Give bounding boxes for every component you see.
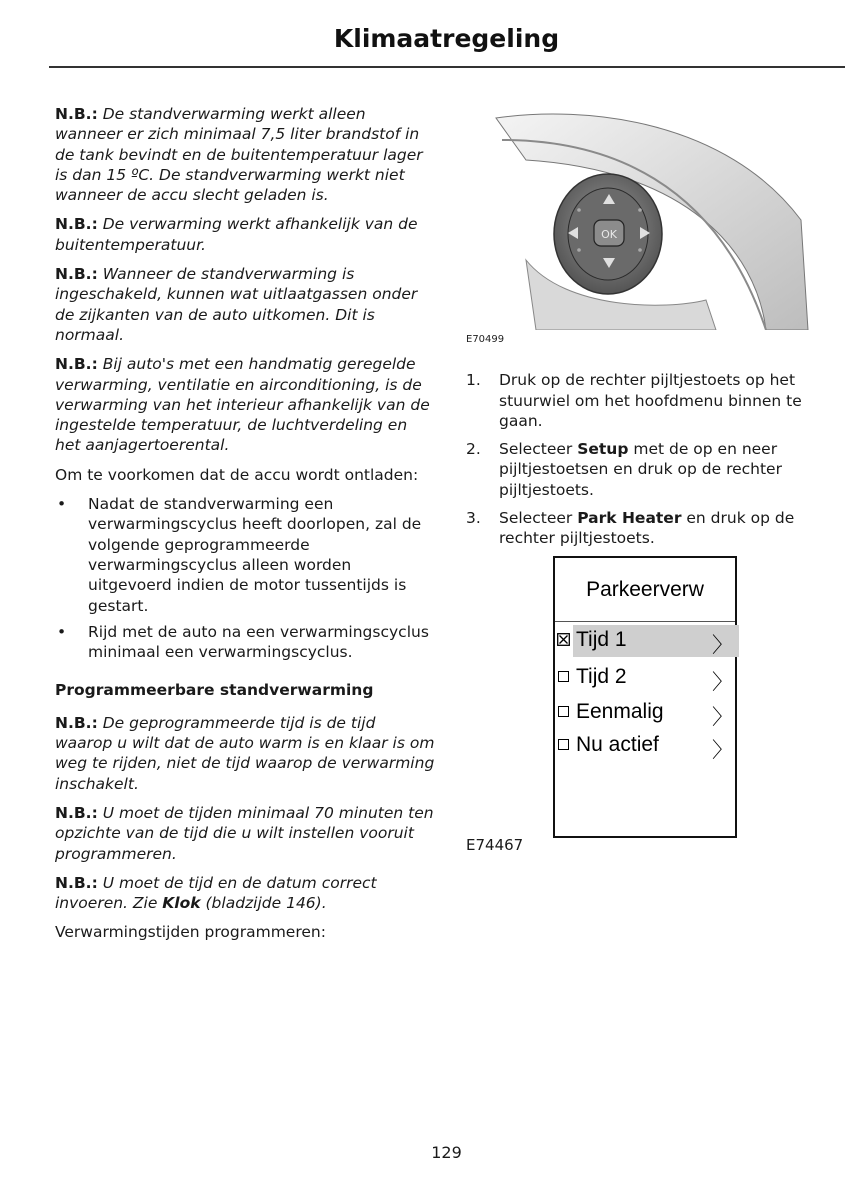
figure-code: E74467 bbox=[466, 836, 524, 854]
bullet-list bbox=[55, 494, 435, 662]
page-number: 129 bbox=[431, 1143, 462, 1162]
chevron-right-icon: 〉 bbox=[712, 739, 733, 762]
page-title: Klimaatregeling bbox=[333, 24, 560, 53]
list-item: 1. Druk op de rechter pijltjestoets op het stuurwiel om het hoofdmenu binnen te gaan. bbox=[466, 371, 802, 430]
menu-item-label: Tijd 1 bbox=[576, 628, 627, 651]
list-item: • Nadat de standverwarming een verwarmingscyclus heeft doorlopen, zal de volgende geprogrammeerde verwarmingscyclus alleen worden uitgevoerd indien de motor tussentijds is gestart. bbox=[57, 495, 422, 615]
menu-item-label: Eenmalig bbox=[576, 700, 664, 723]
steering-wheel-figure bbox=[466, 100, 838, 330]
note: N.B.: De verwarming werkt afhankelijk van de buitentemperatuur. bbox=[55, 215, 418, 254]
closing-paragraph: Verwarmingstijden programmeren: bbox=[55, 923, 326, 942]
bullet-icon: • bbox=[57, 622, 67, 641]
checkbox-icon bbox=[558, 671, 569, 682]
ok-button-label: OK bbox=[601, 228, 617, 241]
menu-item-eenmalig bbox=[555, 697, 735, 729]
list-item: • Rijd met de auto na een verwarmingscyclus minimaal een verwarmingscyclus. bbox=[57, 622, 429, 662]
list-item: 2. Selecteer Setup met de op en neer pijltjestoetsen en druk op de rechter pijltjestoets. bbox=[466, 440, 782, 499]
screen-divider bbox=[555, 621, 735, 622]
right-column bbox=[466, 100, 846, 557]
menu-item-tijd-2 bbox=[555, 662, 735, 694]
intro-paragraph: Om te voorkomen dat de accu wordt ontladen: bbox=[55, 465, 419, 484]
screen-title: Parkeerverw bbox=[586, 578, 704, 601]
chevron-right-icon: 〉 bbox=[712, 634, 733, 657]
bullet-icon: • bbox=[57, 495, 67, 514]
note: N.B.: Wanneer de standverwarming is ingeschakeld, kunnen wat uitlaatgassen onder de zijkanten van de auto uitkomen. Dit is normaal. bbox=[55, 265, 418, 344]
note: N.B.: Bij auto's met een handmatig geregelde verwarming, ventilatie en airconditioning, is de verwarming van het interieur afhankelijk van de ingestelde temperatuur, de luchtverdeling en het aanjagertoerental. bbox=[55, 355, 430, 455]
note: N.B.: De geprogrammeerde tijd is de tijd waarop u wilt dat de auto warm is en klaar is om weg te rijden, niet de tijd waarop de verwarming inschakelt. bbox=[55, 713, 435, 793]
menu-item-label: Tijd 2 bbox=[576, 665, 627, 688]
clock-link: Klok bbox=[162, 894, 201, 913]
note: N.B.: U moet de tijden minimaal 70 minuten ten opzichte van de tijd die u wilt instellen vooruit programmeren. bbox=[55, 803, 434, 863]
left-column bbox=[55, 104, 435, 952]
step-list bbox=[466, 370, 846, 548]
list-item: 3. Selecteer Park Heater en druk op de rechter pijltjestoets. bbox=[466, 509, 795, 548]
chevron-right-icon: 〉 bbox=[712, 671, 733, 694]
note: N.B.: U moet de tijd en de datum correct invoeren. Zie Klok (bladzijde 146). bbox=[55, 873, 377, 913]
header-divider bbox=[49, 66, 845, 68]
section-heading: Programmeerbare standverwarming bbox=[55, 681, 374, 700]
checkbox-checked-icon bbox=[557, 633, 570, 646]
menu-item-nu-actief bbox=[555, 730, 735, 762]
chevron-right-icon: 〉 bbox=[712, 706, 733, 729]
note: N.B.: De standverwarming werkt alleen wanneer er zich minimaal 7,5 liter brandstof in de tank bevindt en de buitentemperatuur lager is dan 15 ºC. De standverwarming werkt niet wanneer de accu slecht geladen is. bbox=[55, 105, 423, 205]
menu-item-tijd-1 bbox=[555, 625, 735, 657]
menu-item-label: Nu actief bbox=[576, 733, 659, 756]
steering-wheel-illustration bbox=[466, 100, 838, 330]
figure-code: E70499 bbox=[466, 334, 505, 345]
checkbox-icon bbox=[558, 706, 569, 717]
checkbox-icon bbox=[558, 739, 569, 750]
display-screen-figure bbox=[553, 556, 737, 838]
